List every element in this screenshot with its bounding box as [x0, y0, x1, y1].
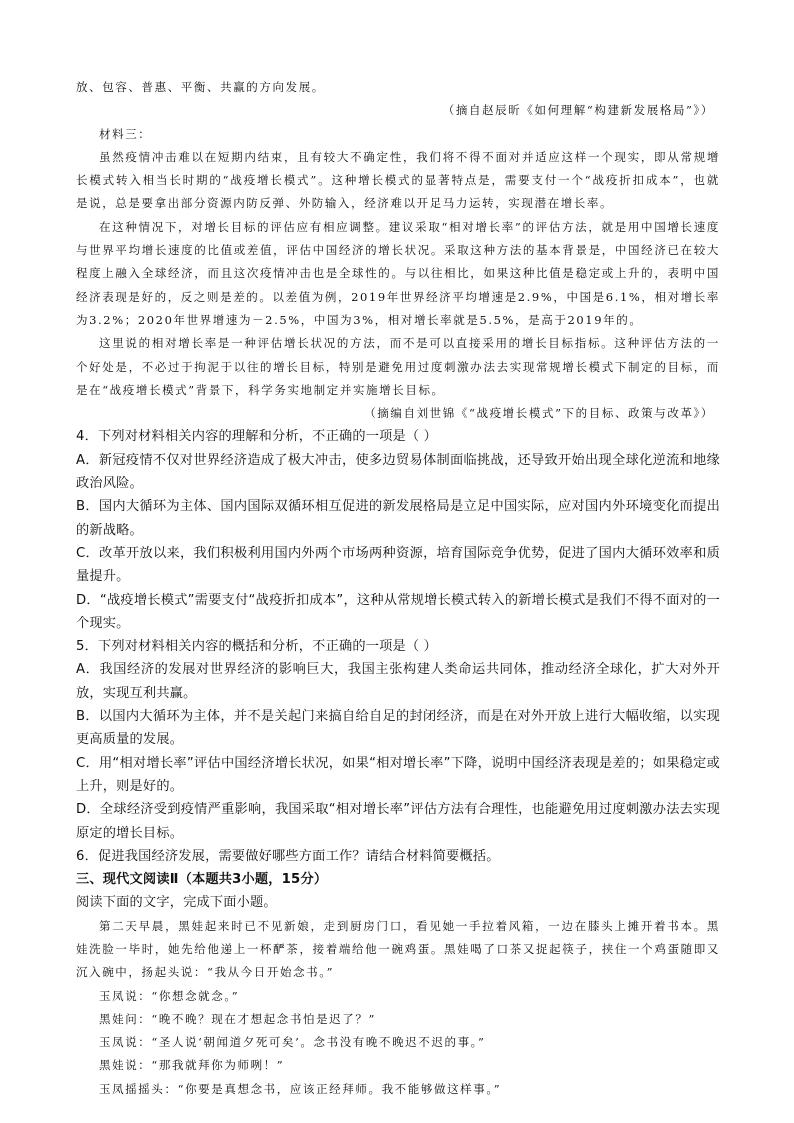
material3-para-2: 在这种情况下，对增长目标的评估应有相应调整。建议采取“相对增长率”的评估方法，就是用中国增长速度与世界平均增长速度的比值或差值，评估中国经济的增长状况。采取这种方法的基本背景是，中国经济已在较大程度上融入全球经济，而且这次疫情冲击也是全球性的。与以往相比，如果这种比值是稳定或上升的，表明中国经济表现是好的，反之则是差的。以差值为例，2019年世界经济平均增速是2.9%，中国是6.1%，相对增长率为3.2%；2020年世界增速为－2.5%，中国为3%，相对增长率就是5.5%，是高于2019年的。: [76, 219, 720, 327]
dialogue-line: 玉凤说：“你想念就念。”: [99, 988, 240, 1003]
section-3-title: 三、现代文阅读Ⅱ（本题共3小题，15分）: [76, 872, 328, 888]
question-4-option-a: A．新冠疫情不仅对世界经济造成了极大冲击，使多边贸易体制面临挑战，还导致开始出现全球化逆流和地缘政治风险。: [76, 452, 720, 492]
dialogue-line: 黑娃说：“那我就拜你为师咧！”: [99, 1058, 285, 1073]
question-5-option-d: D．全球经济受到疫情严重影响，我国采取“相对增长率”评估方法有合理性，也能避免用过度刺激办法去实现原定的增长目标。: [76, 802, 720, 841]
exam-page: [76, 76, 720, 1101]
material3-para-3: 这里说的相对增长率是一种评估增长状况的方法，而不是可以直接采用的增长目标指标。这种评估方法的一个好处是，不必过于拘泥于以往的增长目标，特别是避免用过度刺激办法去实现常规增长模式下制定的目标，而是在“战疫增长模式”背景下，科学务实地制定并实施增长目标。: [76, 336, 720, 397]
material2-ending: 放、包容、普惠、平衡、共赢的方向发展。: [76, 80, 325, 94]
question-4-stem: 4．下列对材料相关内容的理解和分析，不正确的一项是（ ）: [76, 429, 438, 445]
question-4-option-b: B．国内大循环为主体、国内国际双循环相互促进的新发展格局是立足中国实际，应对国内外环境变化而提出的新战略。: [76, 499, 720, 538]
question-5-option-c: C．用“相对增长率”评估中国经济增长状况，如果“相对增长率”下降，说明中国经济表现是差的；如果稳定或上升，则是好的。: [76, 755, 720, 794]
question-4-option-c: C．改革开放以来，我们积极利用国内外两个市场两种资源，培育国际竞争优势，促进了国内大循环效率和质量提升。: [76, 545, 720, 585]
question-5-option-a: A．我国经济的发展对世界经济的影响巨大，我国主张构建人类命运共同体，推动经济全球化，扩大对外开放，实现互利共赢。: [76, 662, 720, 701]
question-5-option-b: B．以国内大循环为主体，并不是关起门来搞自给自足的封闭经济，而是在对外开放上进行大幅收缩，以实现更高质量的发展。: [76, 709, 720, 748]
material3-label: 材料三：: [99, 126, 152, 141]
material2-source: （摘自赵辰昕《如何理解“构建新发展格局”》）: [442, 103, 714, 118]
question-4: [76, 425, 720, 635]
dialogue-line: 玉凤摇摇头：“你要是真想念书，应该正经拜师。我不能够做这样事。”: [99, 1081, 502, 1096]
section-3-instruction: 阅读下面的文字，完成下面小题。: [76, 895, 277, 911]
dialogue-line: 玉凤说：“圣人说‘朝闻道夕死可矣’。念书没有晚不晚迟不迟的事。”: [99, 1035, 486, 1050]
story-paragraph: 第二天早晨，黑娃起来时已不见新娘，走到厨房门口，看见她一手拉着风箱，一边在膝头上摊开着书本。黑娃洗脸一毕时，她先给他递上一杯酽茶，接着端给他一碗鸡蛋。黑娃喝了口茶又捉起筷子，挟住一个鸡蛋随即又沉入碗中，扬起头说：“我从今日开始念书。”: [76, 918, 720, 980]
material3-para-1: 虽然疫情冲击难以在短期内结束，且有较大不确定性，我们将不得不面对并适应这样一个现实，即从常规增长模式转入相当长时期的“战疫增长模式”。这种增长模式的显著特点是，需要支付一个“战疫折扣成本”，也就是说，总是要拿出部分资源内防反弹、外防输入，经济难以开足马力运转，实现潜在增长率。: [76, 149, 720, 211]
material3-source: （摘编自刘世锦《“战疫增长模式”下的目标、政策与改革》）: [364, 406, 714, 421]
question-5: [76, 635, 720, 845]
question-4-option-d: D．“战疫增长模式”需要支付“战疫折扣成本”，这种从常规增长模式转入的新增长模式是我们不得不面对的一个现实。: [76, 592, 720, 631]
question-6: 6．促进我国经济发展，需要做好哪些方面工作？请结合材料简要概括。: [76, 848, 500, 864]
question-5-stem: 5．下列对材料相关内容的概括和分析，不正确的一项是（ ）: [76, 639, 438, 655]
dialogue-line: 黑娃问：“晚不晚？现在才想起念书怕是迟了？”: [99, 1011, 376, 1026]
